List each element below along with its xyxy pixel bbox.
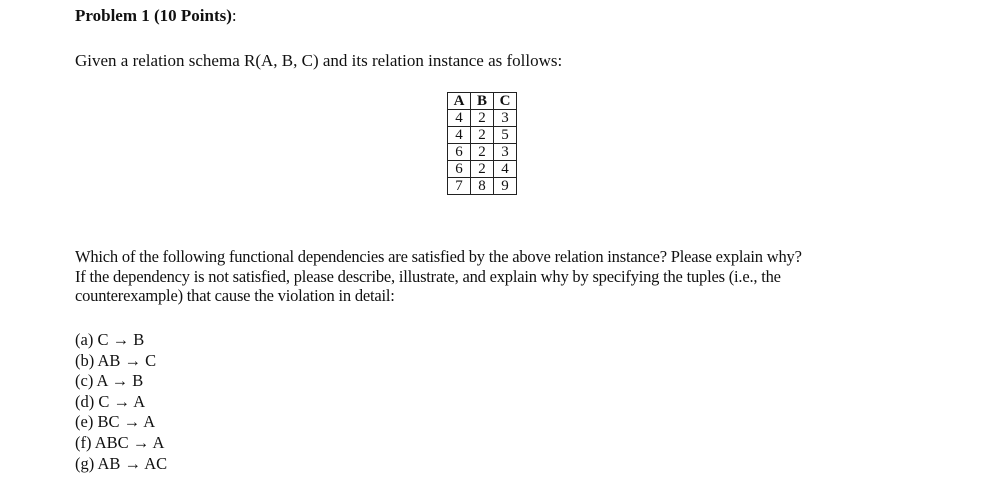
- table-cell: 6: [448, 161, 471, 178]
- question-line: counterexample) that cause the violation in detail:: [75, 286, 395, 305]
- table-cell: 2: [471, 127, 494, 144]
- column-header-a: A: [448, 93, 471, 110]
- option-g: (g) AB → AC: [75, 453, 168, 473]
- problem-heading-colon: :: [231, 6, 237, 25]
- question-line: If the dependency is not satisfied, please describe, illustrate, and explain why by specifying the tuples (i.e., the: [75, 266, 781, 286]
- table-cell: 4: [448, 127, 471, 144]
- question-line: Which of the following functional dependencies are satisfied by the above relation instance? Please explain why?: [75, 247, 802, 266]
- table-cell: 4: [448, 110, 471, 127]
- intro-text: Given a relation schema R(A, B, C) and its relation instance as follows:: [75, 51, 563, 70]
- dependency-options-list: [75, 330, 167, 474]
- option-a: (a) C → B: [75, 330, 145, 349]
- option-e: (e) BC → A: [75, 412, 156, 432]
- table-cell: 5: [494, 127, 517, 144]
- question-text: [75, 247, 925, 306]
- table-cell: 2: [471, 110, 494, 127]
- table-row: [448, 161, 517, 178]
- table-cell: 2: [471, 144, 494, 161]
- problem-heading: Problem 1 (10 Points): [75, 6, 232, 25]
- table-row: [448, 178, 517, 195]
- table-cell: 7: [448, 178, 471, 195]
- table-cell: 4: [494, 161, 517, 178]
- table-cell: 9: [494, 178, 517, 195]
- table-header-row: [448, 93, 517, 110]
- option-c: (c) A → B: [75, 371, 144, 391]
- table-row: [448, 144, 517, 161]
- table-cell: 8: [471, 178, 494, 195]
- table-row: [448, 110, 517, 127]
- table-row: [448, 127, 517, 144]
- problem-title: [75, 5, 237, 27]
- option-f: (f) ABC → A: [75, 432, 165, 452]
- column-header-b: B: [471, 93, 494, 110]
- column-header-c: C: [494, 93, 517, 110]
- table-cell: 6: [448, 144, 471, 161]
- table-cell: 3: [494, 110, 517, 127]
- option-d: (d) C → A: [75, 391, 146, 411]
- table-cell: 2: [471, 161, 494, 178]
- relation-instance-table: [447, 92, 517, 195]
- option-b: (b) AB → C: [75, 350, 157, 370]
- table-cell: 3: [494, 144, 517, 161]
